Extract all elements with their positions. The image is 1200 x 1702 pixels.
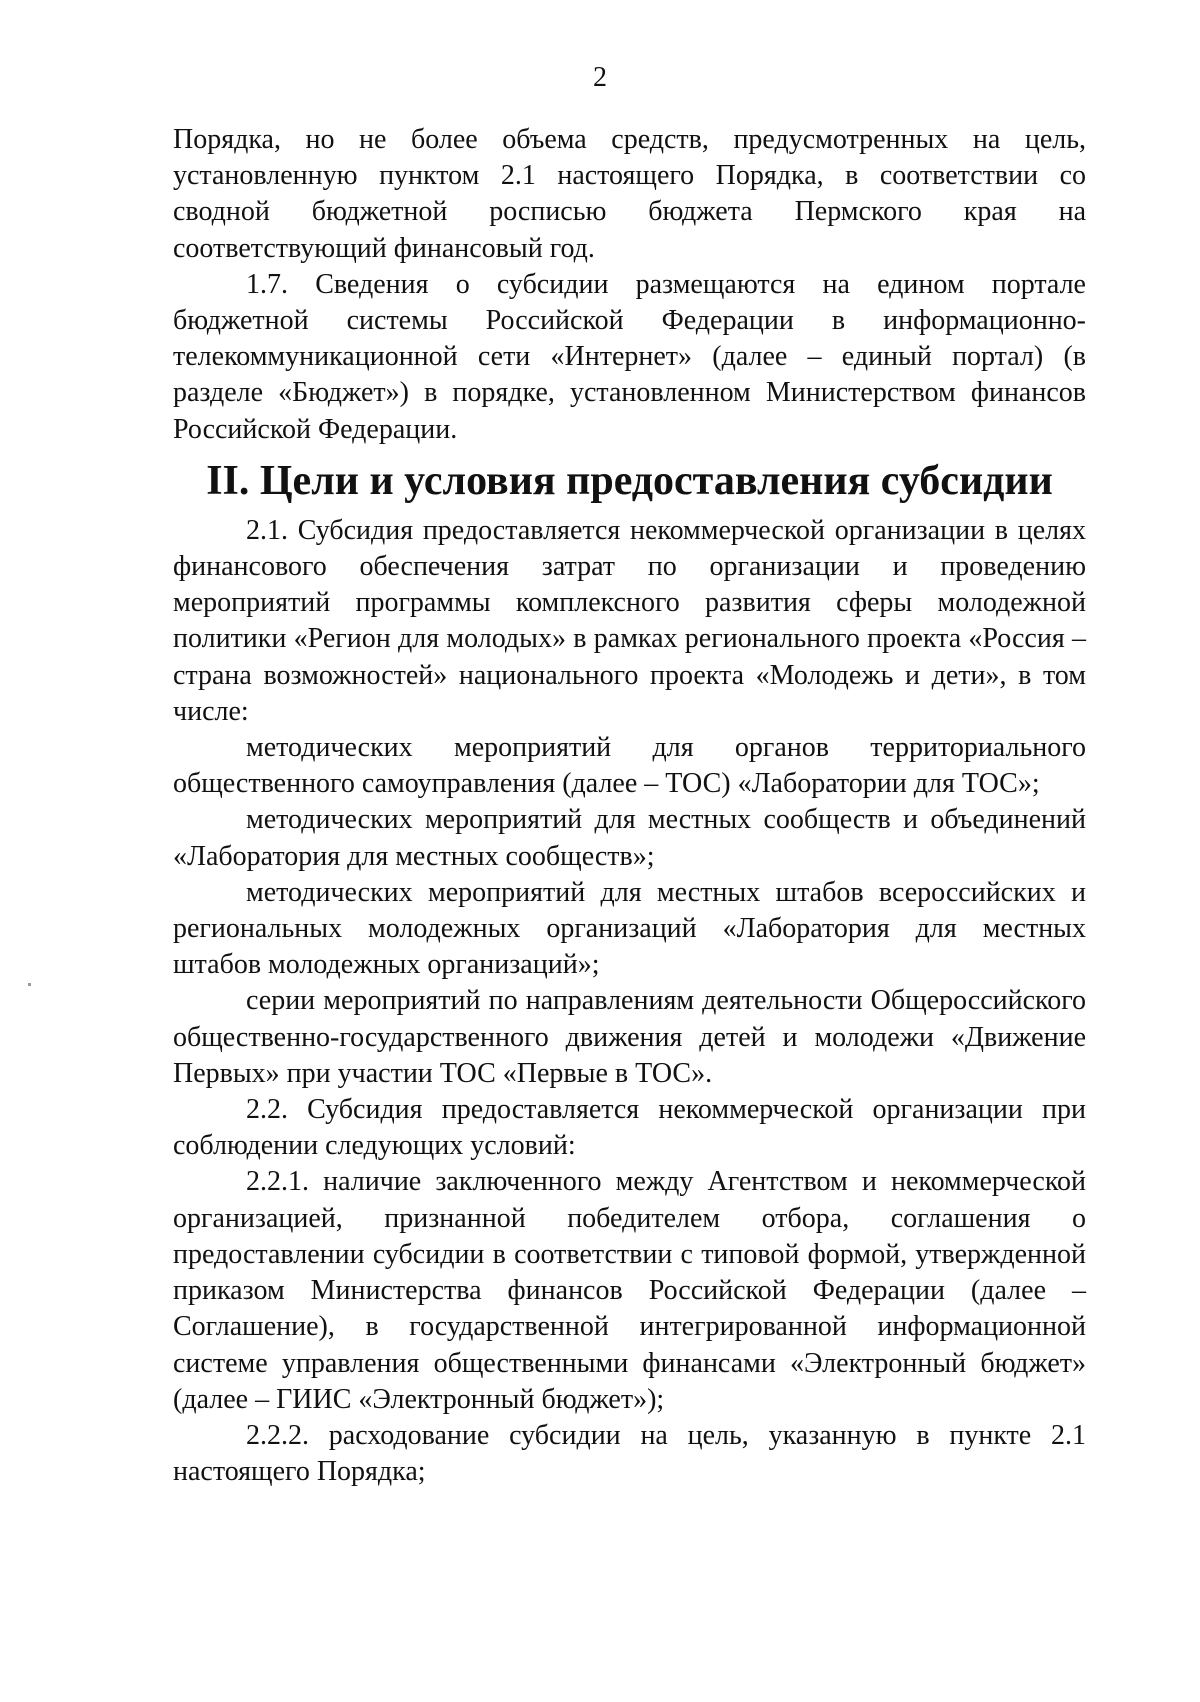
page-number: 2 [593, 62, 607, 93]
list-item-community-lab: методических мероприятий для местных сообществ и объединений «Лаборатория для местных сообществ»; [173, 804, 1086, 872]
list-item-tos-lab: методических мероприятий для органов территориального общественного самоуправления (далее – ТОС) «Лаборатории для ТОС»; [173, 732, 1086, 800]
scan-speck [28, 983, 31, 986]
paragraph-2-1: 2.1. Субсидия предоставляется некоммерческой организации в целях финансового обеспечения затрат по организации и проведению мероприятий программы комплексного развития сферы молодежной политики «Регион для молодых» в рамках регионального проекта «Россия – страна возможностей» национального проекта «Молодежь и дети», в том числе: [173, 514, 1086, 727]
document-body [173, 122, 1086, 1490]
list-item-youth-hq-lab: методических мероприятий для местных штабов всероссийских и региональных молодежных организаций «Лаборатория для местных штабов молодежных организаций»; [173, 876, 1086, 981]
paragraph-1-7: 1.7. Сведения о субсидии размещаются на едином портале бюджетной системы Российской Федерации в информационно-телекоммуникационной сети «Интернет» (далее – единый портал) (в разделе «Бюджет») в порядке, установленном Министерством финансов Российской Федерации. [173, 268, 1086, 445]
section-heading: II. Цели и условия предоставления субсидии [206, 457, 1053, 504]
list-item-first-movement: серии мероприятий по направлениям деятельности Общероссийского общественно-государственного движения детей и молодежи «Движение Первых» при участии ТОС «Первые в ТОС». [173, 985, 1086, 1089]
paragraph-2-2-1: 2.2.1. наличие заключенного между Агентством и некоммерческой организацией, признанной победителем отбора, соглашения о предоставлении субсидии в соответствии с типовой формой, утвержденной приказом Министерства финансов Российской Федерации (далее – Соглашение), в государственной интегрированной информационной системе управления общественными финансами «Электронный бюджет» (далее – ГИИС «Электронный бюджет»); [173, 1166, 1086, 1415]
paragraph-continuation: Порядка, но не более объема средств, предусмотренных на цель, установленную пунктом 2.1 настоящего Порядка, в соответствии со сводной бюджетной росписью бюджета Пермского края на соответствующий финансовый год. [173, 124, 1086, 264]
paragraph-2-2: 2.2. Субсидия предоставляется некоммерческой организации при соблюдении следующих условий: [173, 1094, 1086, 1162]
paragraph-2-2-2: 2.2.2. расходование субсидии на цель, указанную в пункте 2.1 настоящего Порядка; [173, 1419, 1086, 1488]
